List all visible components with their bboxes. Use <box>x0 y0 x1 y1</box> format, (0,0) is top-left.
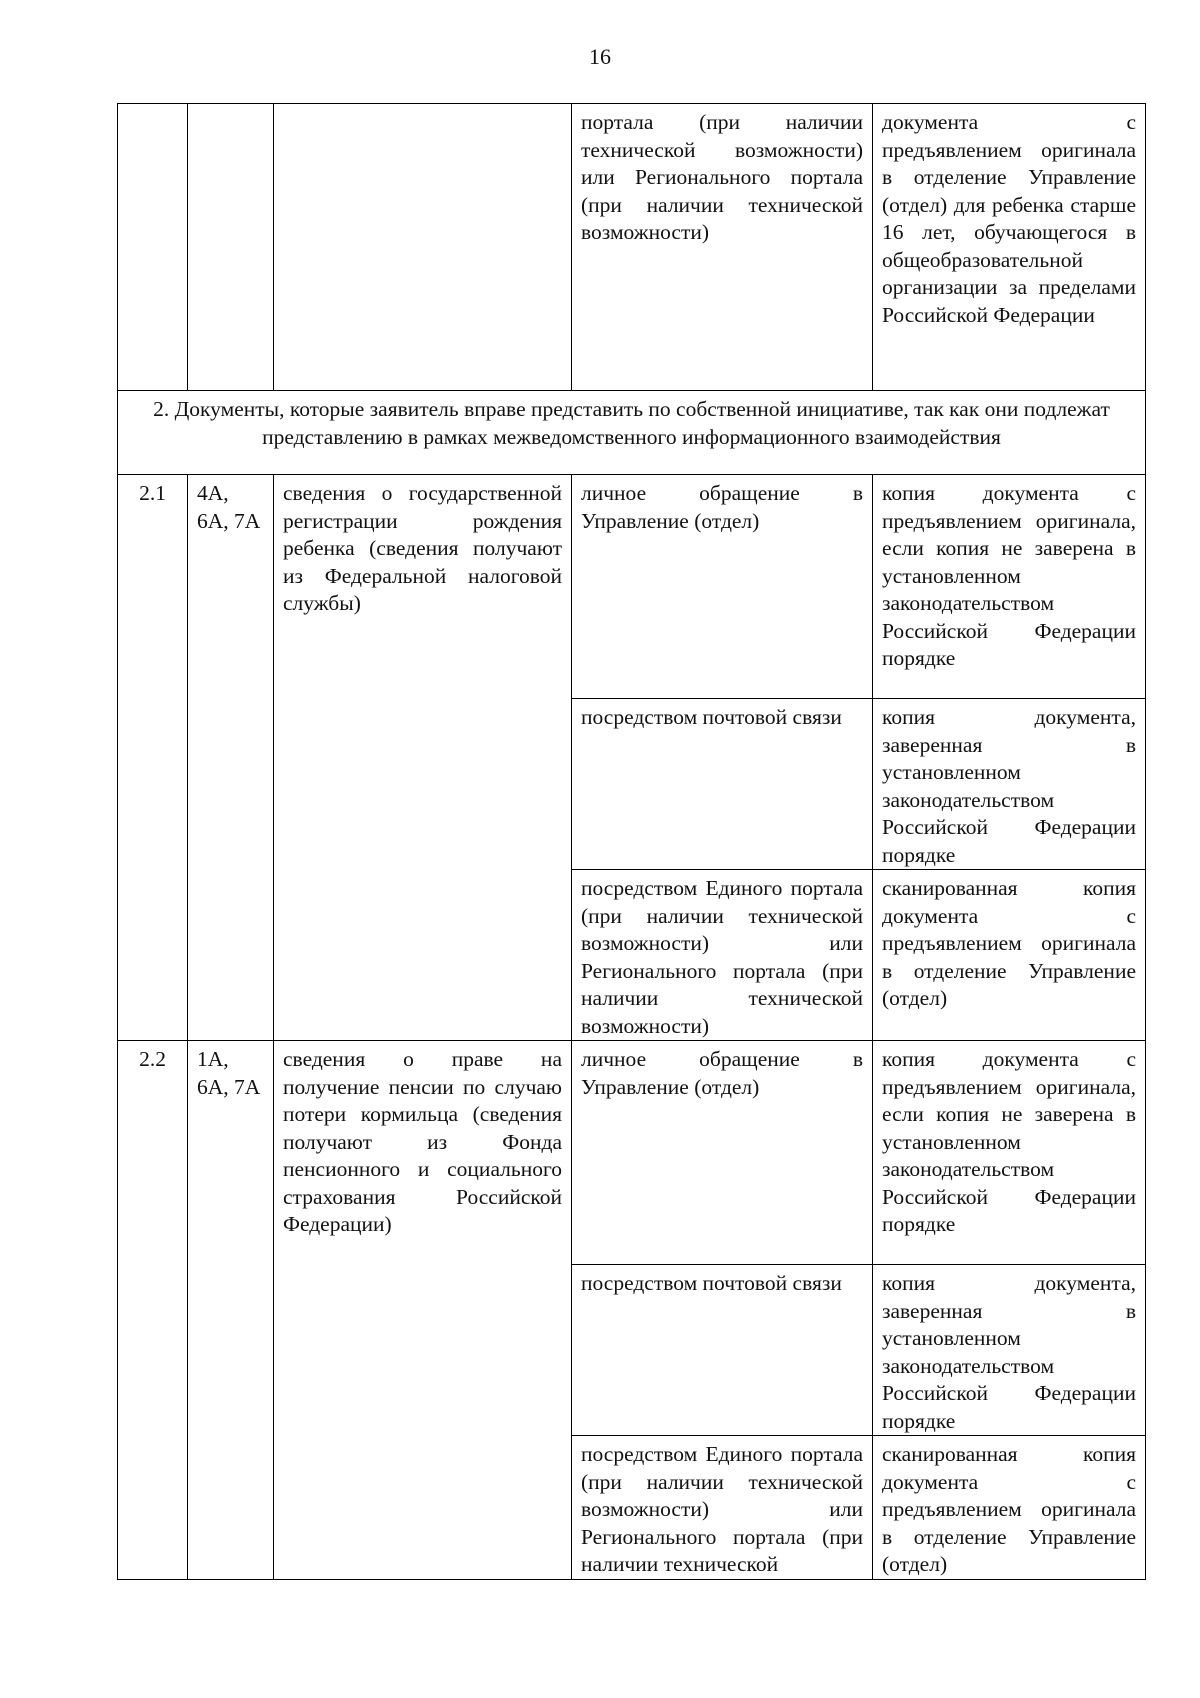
document-cell <box>274 104 572 391</box>
number-cell <box>118 104 188 391</box>
submission-method-cell: посредством Единого портала (при наличии технической возможности) или Регионального портала (при наличии технической <box>572 1436 873 1580</box>
submission-method-cell: личное обращение в Управление (отдел) <box>572 475 873 699</box>
table-row <box>118 475 1146 699</box>
submission-form-cell: копия документа с предъявлением оригинала, если копия не заверена в установленном законодательством Российской Федерации порядке <box>873 475 1146 699</box>
item-number: 2.1 <box>118 475 188 1041</box>
submission-form-cell: копия документа с предъявлением оригинала, если копия не заверена в установленном законодательством Российской Федерации порядке <box>873 1041 1146 1265</box>
item-codes: 4А, 6А, 7А <box>188 475 274 1041</box>
submission-form-cell: копия документа, заверенная в установленном законодательством Российской Федерации порядке <box>873 699 1146 870</box>
documents-table <box>117 103 1146 1580</box>
submission-method-cell: посредством почтовой связи <box>572 1265 873 1436</box>
section-heading: 2. Документы, которые заявитель вправе представить по собственной инициативе, так как они подлежат представлению в рамках межведомственного информационного взаимодействия <box>118 391 1146 475</box>
table-row-continuation <box>118 104 1146 391</box>
submission-method-cell: портала (при наличии технической возможности) или Регионального портала (при наличии технической возможности) <box>572 104 873 391</box>
submission-method-cell: личное обращение в Управление (отдел) <box>572 1041 873 1265</box>
submission-method-cell: посредством Единого портала (при наличии технической возможности) или Регионального портала (при наличии технической возможности) <box>572 870 873 1041</box>
item-codes: 1А, 6А, 7А <box>188 1041 274 1580</box>
submission-form-cell: сканированная копия документа с предъявлением оригинала в отделение Управление (отдел) <box>873 1436 1146 1580</box>
submission-form-cell: сканированная копия документа с предъявлением оригинала в отделение Управление (отдел) <box>873 870 1146 1041</box>
codes-cell <box>188 104 274 391</box>
section-heading-row <box>118 391 1146 475</box>
item-document: сведения о праве на получение пенсии по случаю потери кормильца (сведения получают из Фонда пенсионного и социального страхования Российской Федерации) <box>274 1041 572 1580</box>
submission-form-cell: документа с предъявлением оригинала в отделение Управление (отдел) для ребенка старше 16 лет, обучающегося в общеобразовательной организации за пределами Российской Федерации <box>873 104 1146 391</box>
item-number: 2.2 <box>118 1041 188 1580</box>
page-number: 16 <box>589 44 611 69</box>
submission-method-cell: посредством почтовой связи <box>572 699 873 870</box>
item-document: сведения о государственной регистрации рождения ребенка (сведения получают из Федеральной налоговой службы) <box>274 475 572 1041</box>
submission-form-cell: копия документа, заверенная в установленном законодательством Российской Федерации порядке <box>873 1265 1146 1436</box>
table-row <box>118 1041 1146 1265</box>
